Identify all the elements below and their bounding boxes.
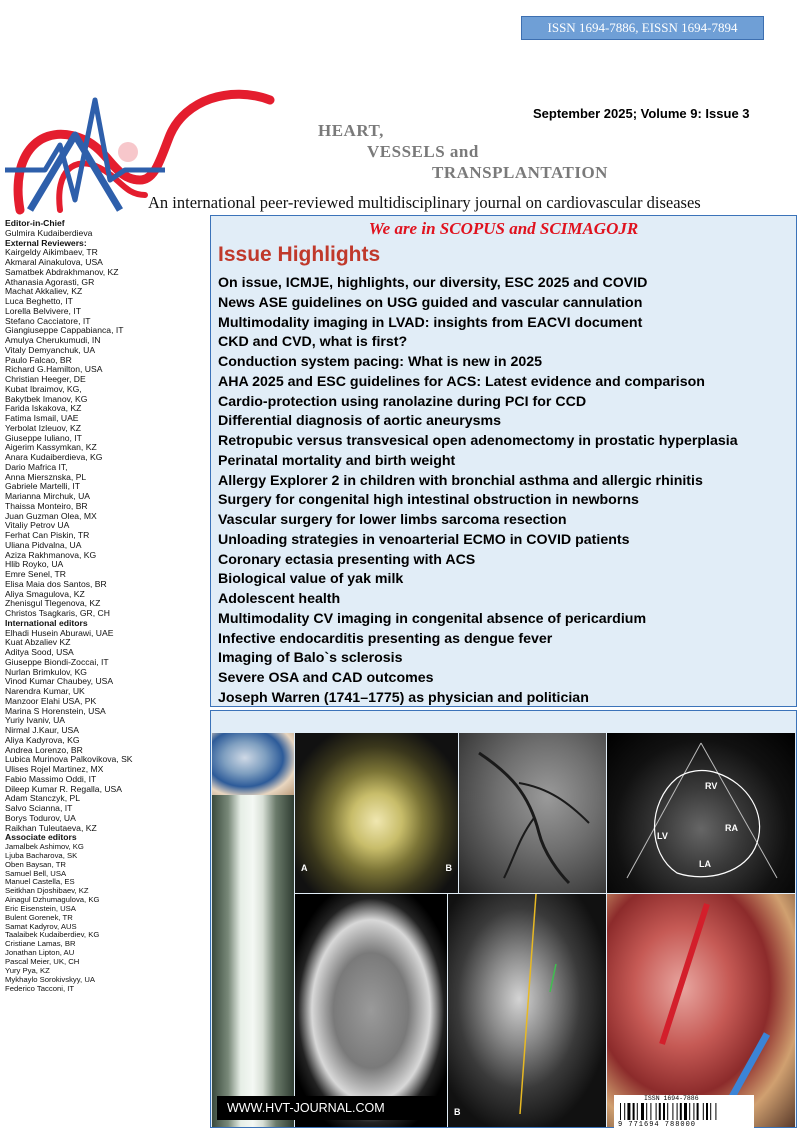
editor-name: Narendra Kumar, UK <box>5 686 85 696</box>
editor-name: Marina S Horenstein, USA <box>5 705 106 716</box>
journal-subtitle: An international peer-reviewed multidisciplinary journal on cardiovascular diseases <box>148 193 701 212</box>
editor-name: Christian Heeger, DE <box>5 374 86 384</box>
editor-name: Ferhat Can Piskin, TR <box>5 530 90 540</box>
highlight-item: Multimodality CV imaging in congenital absence of pericardium <box>218 610 647 627</box>
barcode-bar <box>672 1103 673 1120</box>
editor-name: Fatima Ismail, UAE <box>5 413 79 423</box>
editor-name: Christos Tsagkaris, GR, CH <box>5 608 110 618</box>
barcode-bar <box>656 1103 657 1120</box>
panel-label-b: B <box>445 863 452 873</box>
vessel-lines <box>459 733 606 893</box>
editor-name: Thaissa Monteiro, BR <box>5 500 88 511</box>
highlight-item: On issue, ICMJE, highlights, our diversity, ESC 2025 and COVID <box>218 275 648 291</box>
editor-name: Amulya Cherukumudi, IN <box>5 335 101 345</box>
editor-name: Yerbolat Izleuov, KZ <box>5 422 81 433</box>
editor-name: Aliya Smagulova, KZ <box>5 588 85 599</box>
editor-name: Juan Guzman Olea, MX <box>5 510 97 521</box>
editor-name: Samuel Bell, USA <box>5 868 67 878</box>
barcode-bar <box>680 1103 682 1120</box>
highlight-item: Conduction system pacing: What is new in 2025 <box>218 354 543 370</box>
editor-name: Uliana Pidvalna, UA <box>5 539 82 550</box>
editor-name: Lubica Murinova Palkovikova, SK <box>5 754 133 765</box>
barcode-bar <box>689 1103 690 1120</box>
editor-name: Mykhaylo Sorokivskyy, UA <box>5 974 95 984</box>
barcode-bar <box>684 1103 687 1120</box>
echo-label-lv: LV <box>657 831 668 841</box>
editor-name: Dario Mafrica IT, <box>5 461 68 472</box>
coronary-angiogram-image <box>459 733 606 893</box>
editor-name: Adam Stanczyk, PL <box>5 793 80 804</box>
editor-name: Manuel Castella, ES <box>5 877 75 887</box>
echo-outline <box>607 733 795 893</box>
highlights-list <box>218 274 738 709</box>
cardiac-mri-image <box>448 894 606 1127</box>
editor-name: Samat Kadyrov, AUS <box>5 921 77 931</box>
barcode-bar <box>624 1103 625 1120</box>
highlight-item: Unloading strategies in venoarterial ECMO in COVID patients <box>218 531 630 548</box>
highlight-item: Perinatal mortality and birth weight <box>218 452 456 469</box>
highlight-item: Biological value of yak milk <box>218 571 404 588</box>
editor-section-heading: International editors <box>5 617 88 628</box>
3d-echo-image <box>295 733 458 893</box>
editor-name: Aliya Kadyrova, KG <box>5 734 80 745</box>
highlight-item: Imaging of Balo`s sclerosis <box>218 650 403 667</box>
echo-label-rv: RV <box>705 781 718 791</box>
barcode <box>614 1095 754 1129</box>
editor-name: Dileep Kumar R. Regalla, USA <box>5 783 123 794</box>
knee-xray-image <box>212 795 294 1127</box>
echo-label-ra: RA <box>725 823 738 833</box>
highlight-item: Adolescent health <box>218 591 341 607</box>
editor-name: Andrea Lorenzo, BR <box>5 744 83 755</box>
highlight-item: AHA 2025 and ESC guidelines for ACS: Latest evidence and comparison <box>218 373 705 390</box>
barcode-bar <box>706 1103 708 1120</box>
editor-name: Paulo Falcao, BR <box>5 354 72 365</box>
editor-name: Borys Todurov, UA <box>5 812 76 823</box>
brain-mri-image <box>295 894 447 1127</box>
highlights-heading: Issue Highlights <box>218 243 381 266</box>
editor-name: Richard G.Hamilton, USA <box>5 364 103 375</box>
barcode-bar <box>667 1103 668 1120</box>
editor-name: Emre Senel, TR <box>5 569 66 579</box>
editor-name: Bulent Gorenek, TR <box>5 912 73 922</box>
highlight-item: Multimodality imaging in LVAD: insights from EACVI document <box>218 314 643 331</box>
barcode-bar <box>663 1103 665 1120</box>
histology-image <box>212 733 294 795</box>
editor-name: Vitaly Demyanchuk, UA <box>5 344 96 355</box>
barcode-bar <box>620 1103 621 1120</box>
editor-name: Ulises Rojel Martinez, MX <box>5 764 104 774</box>
editor-name: Hlib Royko, UA <box>5 559 64 570</box>
barcode-bar <box>715 1103 716 1120</box>
barcode-issn: ISSN 1694-7886 <box>644 1095 699 1102</box>
editor-name: Luca Beghetto, IT <box>5 296 73 306</box>
journal-title-line-1: HEART, <box>318 121 384 140</box>
highlight-item: Surgery for congenital high intestinal obstruction in newborns <box>218 492 639 509</box>
highlight-item: CKD and CVD, what is first? <box>218 334 408 351</box>
editor-name: Stefano Cacciatore, IT <box>5 315 91 326</box>
editor-name: Raikhan Tuleutaeva, KZ <box>5 822 97 833</box>
barcode-bar <box>659 1103 661 1120</box>
editor-name: Machat Akkaliev, KZ <box>5 286 83 297</box>
highlight-item: Vascular surgery for lower limbs sarcoma resection <box>218 512 567 528</box>
editor-name: Kuat Abzaliev KZ <box>5 637 71 648</box>
editor-name: Ljuba Bacharova, SK <box>5 850 78 860</box>
editor-name: Bakytbek Imanov, KG <box>5 393 88 404</box>
highlight-item: News ASE guidelines on USG guided and vascular cannulation <box>218 294 643 311</box>
barcode-bar <box>646 1103 647 1120</box>
editor-name: Pascal Meier, UK, CH <box>5 956 80 966</box>
editor-name: Fabio Massimo Oddi, IT <box>5 773 97 784</box>
barcode-bar <box>637 1103 638 1120</box>
editor-name: Akmaral Ainakulova, USA <box>5 257 103 267</box>
editor-name: Athanasia Agorasti, GR <box>5 276 95 287</box>
website-link[interactable]: WWW.HVT-JOURNAL.COM <box>217 1096 442 1120</box>
editor-name: Giangiuseppe Cappabianca, IT <box>5 325 124 336</box>
editor-name: Lorella Belvivere, IT <box>5 305 81 316</box>
editor-name: Kairgeldy Aikimbaev, TR <box>5 247 98 258</box>
editor-name: Jonathan Lipton, AU <box>5 948 75 958</box>
editor-name: Nurlan Brimkulov, KG <box>5 666 87 677</box>
highlight-item: Severe OSA and CAD outcomes <box>218 670 434 686</box>
echocardiogram-image <box>607 733 795 893</box>
barcode-bar <box>641 1103 644 1120</box>
editor-name: Anna Miersznska, PL <box>5 471 87 482</box>
panel-label-b-mri: B <box>454 1107 461 1117</box>
editor-name: Manzoor Elahi USA, PK <box>5 695 97 706</box>
barcode-bar <box>650 1103 651 1120</box>
issue-highlights-panel <box>210 215 797 707</box>
editor-name: Jamalbek Ashimov, KG <box>5 842 84 851</box>
editor-name: Kubat Ibraimov, KG, <box>5 383 82 394</box>
editor-name: Vinod Kumar Chaubey, USA <box>5 676 114 687</box>
editor-name: Farida Iskakova, KZ <box>5 403 82 414</box>
editor-name: Gabriele Martelli, IT <box>5 481 80 492</box>
editor-name: Yuriy Ivaniv, UA <box>5 715 66 726</box>
editor-name: Yury Pya, KZ <box>5 965 50 975</box>
highlight-item: Cardio-protection using ranolazine during PCI for CCD <box>218 393 587 410</box>
issn-badge: ISSN 1694-7886, EISSN 1694-7894 <box>521 16 764 40</box>
editor-name: Ainagul Dzhumagulova, KG <box>5 895 100 905</box>
highlight-item: Infective endocarditis presenting as dengue fever <box>218 630 553 647</box>
editor-section-heading: External Reviewers: <box>5 237 87 248</box>
highlight-item: Retropubic versus transvesical open adenomectomy in prostatic hyperplasia <box>218 433 738 449</box>
editor-name: Eric Eisenstein, USA <box>5 903 76 913</box>
editorial-board-list <box>5 219 208 993</box>
editor-name: Zhenisgul Tlegenova, KZ <box>5 598 101 609</box>
scopus-banner: We are in SCOPUS and SCIMAGOJR <box>368 219 639 238</box>
barcode-number: 9 771694 788000 <box>618 1121 697 1129</box>
barcode-bar <box>693 1103 694 1120</box>
editor-name: Seitkhan Djoshibaev, KZ <box>5 886 89 896</box>
barcode-bar <box>677 1103 678 1120</box>
editor-name: Oben Baysan, TR <box>5 859 66 869</box>
highlight-item: Differential diagnosis of aortic aneurysms <box>218 413 502 430</box>
echo-label-la: LA <box>699 859 711 869</box>
editor-name: Marianna Mirchuk, UA <box>5 491 91 501</box>
surgical-photo-image <box>607 894 795 1127</box>
barcode-bar <box>627 1103 630 1120</box>
highlight-item: Coronary ectasia presenting with ACS <box>218 551 476 568</box>
editor-name: Gulmira Kudaiberdieva <box>5 227 93 238</box>
editor-name: Anara Kudaiberdieva, KG <box>5 452 103 462</box>
barcode-bar <box>633 1103 635 1120</box>
editor-section-heading: Associate editors <box>5 832 77 843</box>
editor-name: Aigerim Kassymkan, KZ <box>5 442 97 453</box>
barcode-bar <box>703 1103 704 1120</box>
panel-label-a: A <box>301 863 308 873</box>
editor-name: Aziza Rakhmanova, KG <box>5 549 97 560</box>
barcode-bar <box>697 1103 699 1120</box>
editor-name: Federico Tacconi, IT <box>5 983 75 993</box>
issue-date-volume: September 2025; Volume 9: Issue 3 <box>533 106 750 121</box>
editor-name: Taalaibek Kudaiberdiev, KG <box>5 930 100 940</box>
journal-title-line-3: TRANSPLANTATION <box>432 163 608 182</box>
editor-name: Samatbek Abdrakhmanov, KZ <box>5 266 119 277</box>
journal-title-line-2: VESSELS and <box>367 142 479 161</box>
editor-name: Cristiane Lamas, BR <box>5 939 76 949</box>
editor-name: Aditya Sood, USA <box>5 647 74 657</box>
editor-name: Giuseppe Iuliano, IT <box>5 432 82 443</box>
editor-name: Elisa Maia dos Santos, BR <box>5 578 107 589</box>
highlight-item: Joseph Warren (1741–1775) as physician and politician <box>218 689 589 706</box>
editor-section-heading: Editor-in-Chief <box>5 218 65 228</box>
mri-measure-lines <box>448 894 606 1127</box>
editor-name: Salvo Scianna, IT <box>5 803 73 813</box>
editor-name: Elhadi Husein Aburawi, UAE <box>5 627 114 638</box>
barcode-bar <box>710 1103 711 1120</box>
surgical-instruments <box>607 894 795 1127</box>
editor-name: Nirmal J.Kaur, USA <box>5 725 80 735</box>
editor-name: Vitaliy Petrov UA <box>5 520 70 531</box>
highlight-item: Allergy Explorer 2 in children with bronchial asthma and allergic rhinitis <box>218 472 703 489</box>
cover-image-collage <box>210 710 797 1128</box>
editor-name: Giuseppe Biondi-Zoccai, IT <box>5 656 109 667</box>
